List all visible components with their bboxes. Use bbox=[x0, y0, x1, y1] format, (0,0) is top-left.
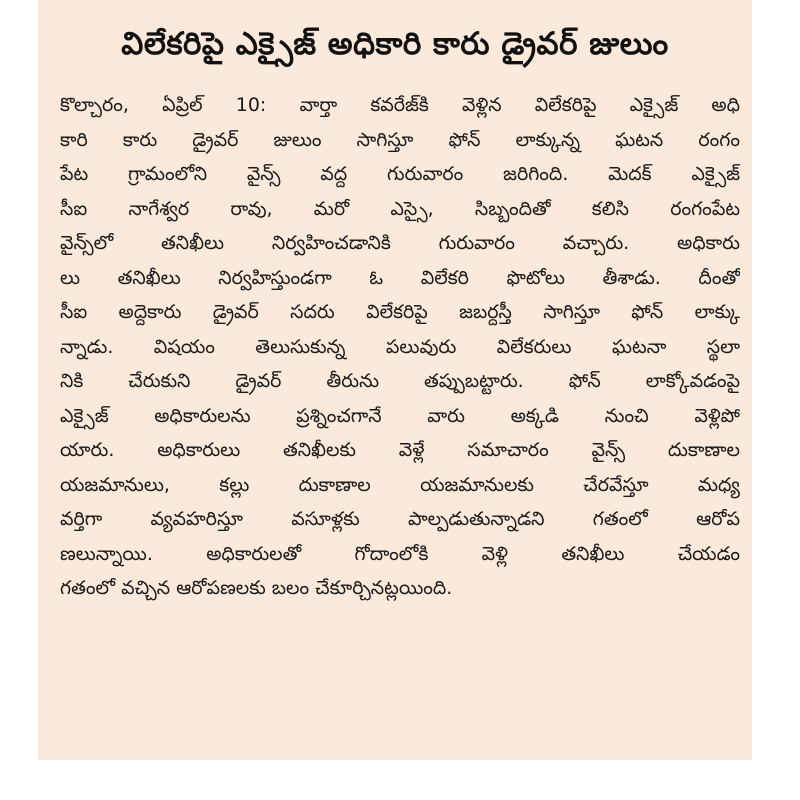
body-line: సీఐ అద్దెకారు డ్రైవర్ సదరు విలేకరిపై జబర్దస్తీ సాగిస్తూ ఫోన్ లాక్కు bbox=[60, 301, 740, 323]
body-line: ణలున్నాయి. అధికారులతో గోదాంలోకి వెళ్లి తనిఖీలు చేయడం bbox=[60, 542, 740, 565]
body-line: కారి కారు డ్రైవర్ జులుం సాగిస్తూ ఫోన్ లాక్కున్న ఘటన రంగం bbox=[60, 128, 740, 151]
body-line: కొల్చారం, ఏప్రిల్ 10: వార్తా కవరేజ్‌కి వెళ్లిన విలేకరిపై ఎక్సైజ్ అధి bbox=[60, 94, 740, 116]
body-line: గతంలో వచ్చిన ఆరోపణలకు బలం చేకూర్చినట్లయింది. bbox=[60, 577, 453, 599]
body-line: లు తనిఖీలు నిర్వహిస్తుండగా ఓ విలేకరి ఫొటోలు తీశాడు. దీంతో bbox=[60, 266, 740, 289]
body-line: నికి చేరుకుని డ్రైవర్ తీరును తప్పుబట్టారు. ఫోన్ లాక్కోవడంపై bbox=[60, 370, 740, 392]
body-line: పేట గ్రామంలోని వైన్స్ వద్ద గురువారం జరిగింది. మెదక్ ఎక్సైజ్ bbox=[60, 163, 740, 185]
body-line: వైన్స్‌లో తనిఖీలు నిర్వహించడానికి గురువారం వచ్చారు. అధికారు bbox=[60, 232, 740, 254]
body-line: యారు. అధికారులు తనిఖీలకు వెళ్లే సమాచారం వైన్స్ దుకాణాల bbox=[60, 439, 740, 461]
body-line: సీఐ నాగేశ్వర రావు, మరో ఎస్సై, సిబ్బందితో కలిసి రంగంపేట bbox=[60, 197, 740, 220]
body-line: యజమానులు, కల్లు దుకాణాల యజమానులకు చేరవేస్తూ మధ్య bbox=[60, 473, 740, 496]
headline: విలేకరిపై ఎక్సైజ్ అధికారి కారు డ్రైవర్ జులుం bbox=[121, 26, 669, 62]
body-line: వర్తిగా వ్యవహరిస్తూ వసూళ్లకు పాల్పడుతున్నాడని గతంలో ఆరోప bbox=[60, 508, 740, 530]
body-line: న్నాడు. విషయం తెలుసుకున్న పలువురు విలేకరులు ఘటనా స్థలా bbox=[60, 335, 740, 358]
body-line: ఎక్సైజ్ అధికారులను ప్రశ్నించగానే వారు అక్కడి నుంచి వెళ్లిపో bbox=[60, 404, 740, 427]
newspaper-clipping bbox=[38, 0, 752, 760]
article-body bbox=[60, 88, 740, 606]
